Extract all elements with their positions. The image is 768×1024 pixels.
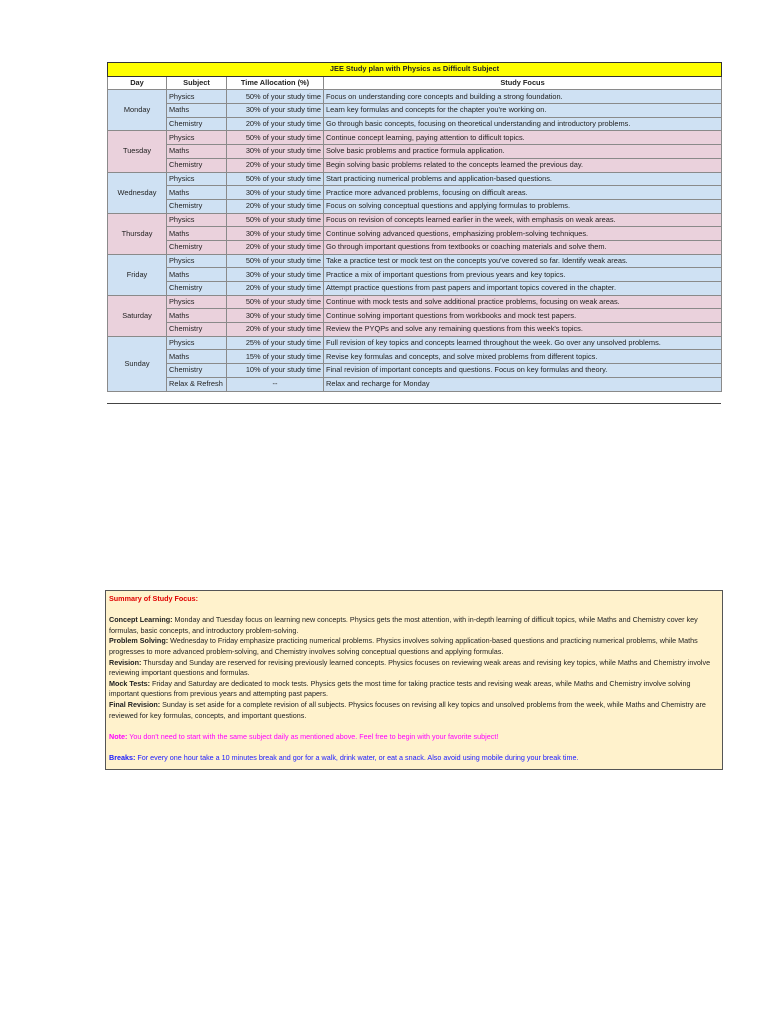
focus-cell: Focus on solving conceptual questions and applying formulas to problems.: [324, 199, 722, 213]
table-row: [108, 254, 722, 268]
time-cell: 30% of your study time: [227, 186, 324, 200]
subject-cell: Chemistry: [167, 158, 227, 172]
focus-cell: Start practicing numerical problems and application-based questions.: [324, 172, 722, 186]
header-day: Day: [108, 76, 167, 90]
subject-cell: Maths: [167, 186, 227, 200]
table-row: [108, 104, 722, 118]
focus-cell: Relax and recharge for Monday: [324, 377, 722, 391]
time-cell: 20% of your study time: [227, 282, 324, 296]
time-cell: 15% of your study time: [227, 350, 324, 364]
time-cell: 20% of your study time: [227, 117, 324, 131]
table-row: [108, 213, 722, 227]
subject-cell: Chemistry: [167, 240, 227, 254]
divider: [107, 403, 721, 404]
time-cell: 30% of your study time: [227, 309, 324, 323]
table-row: [108, 186, 722, 200]
focus-cell: Focus on revision of concepts learned earlier in the week, with emphasis on weak areas.: [324, 213, 722, 227]
summary-box: [105, 590, 723, 770]
table-row: [108, 309, 722, 323]
time-cell: 50% of your study time: [227, 131, 324, 145]
subject-cell: Chemistry: [167, 199, 227, 213]
summary-item-concept-learning: Concept Learning: Monday and Tuesday focus on learning new concepts. Physics gets the most attention, with in-depth learning of difficult topics, while Maths and Chemistry cover key formulas, basic concepts, and introductory problem-solving.: [109, 615, 698, 635]
focus-cell: Go through important questions from textbooks or coaching materials and solve them.: [324, 240, 722, 254]
subject-cell: Chemistry: [167, 282, 227, 296]
table-row: [108, 199, 722, 213]
focus-cell: Practice a mix of important questions from previous years and key topics.: [324, 268, 722, 282]
subject-cell: Physics: [167, 172, 227, 186]
time-cell: 50% of your study time: [227, 254, 324, 268]
focus-cell: Begin solving basic problems related to the concepts learned the previous day.: [324, 158, 722, 172]
focus-cell: Continue solving advanced questions, emphasizing problem-solving techniques.: [324, 227, 722, 241]
focus-cell: Continue with mock tests and solve additional practice problems, focusing on weak areas.: [324, 295, 722, 309]
table-row: [108, 350, 722, 364]
table-row: [108, 336, 722, 350]
summary-heading: Summary of Study Focus:: [109, 594, 199, 603]
focus-cell: Solve basic problems and practice formula application.: [324, 145, 722, 159]
subject-cell: Physics: [167, 336, 227, 350]
header-time-allocation: Time Allocation (%): [227, 76, 324, 90]
subject-cell: Physics: [167, 213, 227, 227]
time-cell: 20% of your study time: [227, 323, 324, 337]
day-cell: Wednesday: [108, 172, 167, 213]
note-text: Note: You don't need to start with the same subject daily as mentioned above. Feel free to begin with your favorite subject!: [109, 731, 499, 741]
focus-cell: Revise key formulas and concepts, and solve mixed problems from different topics.: [324, 350, 722, 364]
table-row: [108, 323, 722, 337]
day-cell: Sunday: [108, 336, 167, 391]
table-row: [108, 158, 722, 172]
header-study-focus: Study Focus: [324, 76, 722, 90]
subject-cell: Physics: [167, 295, 227, 309]
table-row: [108, 131, 722, 145]
time-cell: 30% of your study time: [227, 227, 324, 241]
day-cell: Friday: [108, 254, 167, 295]
breaks-text: Breaks: For every one hour take a 10 minutes break and gor for a walk, drink water, or eat a snack. Also avoid using mobile during your break time.: [109, 752, 579, 762]
summary-item-problem-solving: Problem Solving: Wednesday to Friday emphasize practicing numerical problems. Physics involves solving application-based questions and practicing numerical problems, while Maths progresses to more advanced problem-solving, and Chemistry involves solving conceptual questions and applying formulas.: [109, 636, 698, 656]
time-cell: 30% of your study time: [227, 104, 324, 118]
focus-cell: Review the PYQPs and solve any remaining questions from this week's topics.: [324, 323, 722, 337]
table-row: [108, 364, 722, 378]
subject-cell: Chemistry: [167, 323, 227, 337]
header-subject: Subject: [167, 76, 227, 90]
summary-item-revision: Revision: Thursday and Sunday are reserved for revising previously learned concepts. Physics focuses on reviewing weak areas and revising key topics, while Maths and Chemistry involve reviewing important questions and formulas.: [109, 657, 711, 678]
time-cell: --: [227, 377, 324, 391]
focus-cell: Practice more advanced problems, focusing on difficult areas.: [324, 186, 722, 200]
focus-cell: Final revision of important concepts and questions. Focus on key formulas and theory.: [324, 364, 722, 378]
time-cell: 50% of your study time: [227, 172, 324, 186]
focus-cell: Attempt practice questions from past papers and important topics covered in the chapter.: [324, 282, 722, 296]
subject-cell: Maths: [167, 104, 227, 118]
focus-cell: Continue concept learning, paying attention to difficult topics.: [324, 131, 722, 145]
study-plan-table: [107, 62, 722, 392]
subject-cell: Physics: [167, 131, 227, 145]
table-row: [108, 295, 722, 309]
subject-cell: Maths: [167, 145, 227, 159]
subject-cell: Physics: [167, 254, 227, 268]
subject-cell: Maths: [167, 350, 227, 364]
time-cell: 30% of your study time: [227, 145, 324, 159]
time-cell: 10% of your study time: [227, 364, 324, 378]
time-cell: 50% of your study time: [227, 213, 324, 227]
day-cell: Saturday: [108, 295, 167, 336]
summary-item-final-revision: Final Revision: Sunday is set aside for a complete revision of all subjects. Physics focuses on revising all key topics and unsolved problems from the week, while Maths and Chemistry are reviewed for key formulas, concepts, and important questions.: [109, 699, 706, 720]
day-cell: Tuesday: [108, 131, 167, 172]
table-row: [108, 172, 722, 186]
day-cell: Thursday: [108, 213, 167, 254]
time-cell: 20% of your study time: [227, 158, 324, 172]
time-cell: 20% of your study time: [227, 199, 324, 213]
table-row: [108, 377, 722, 391]
time-cell: 25% of your study time: [227, 336, 324, 350]
table-row: [108, 282, 722, 296]
focus-cell: Focus on understanding core concepts and building a strong foundation.: [324, 90, 722, 104]
table-row: [108, 117, 722, 131]
focus-cell: Take a practice test or mock test on the concepts you've covered so far. Identify weak areas.: [324, 254, 722, 268]
subject-cell: Relax & Refresh: [167, 377, 227, 391]
table-row: [108, 240, 722, 254]
time-cell: 30% of your study time: [227, 268, 324, 282]
subject-cell: Chemistry: [167, 117, 227, 131]
subject-cell: Maths: [167, 309, 227, 323]
summary-item-mock-tests: Mock Tests: Friday and Saturday are dedicated to mock tests. Physics gets the most time for taking practice tests and revising weak areas, while Maths and Chemistry involve solving important questions from previous years and attempting past papers.: [109, 678, 691, 699]
time-cell: 20% of your study time: [227, 240, 324, 254]
time-cell: 50% of your study time: [227, 295, 324, 309]
subject-cell: Maths: [167, 268, 227, 282]
table-row: [108, 227, 722, 241]
time-cell: 50% of your study time: [227, 90, 324, 104]
focus-cell: Full revision of key topics and concepts learned throughout the week. Go over any unsolved problems.: [324, 336, 722, 350]
focus-cell: Learn key formulas and concepts for the chapter you're working on.: [324, 104, 722, 118]
table-row: [108, 90, 722, 104]
focus-cell: Go through basic concepts, focusing on theoretical understanding and introductory problems.: [324, 117, 722, 131]
subject-cell: Chemistry: [167, 364, 227, 378]
table-title: JEE Study plan with Physics as Difficult Subject: [108, 63, 722, 77]
table-row: [108, 145, 722, 159]
table-row: [108, 268, 722, 282]
subject-cell: Physics: [167, 90, 227, 104]
day-cell: Monday: [108, 90, 167, 131]
subject-cell: Maths: [167, 227, 227, 241]
focus-cell: Continue solving important questions from workbooks and mock test papers.: [324, 309, 722, 323]
